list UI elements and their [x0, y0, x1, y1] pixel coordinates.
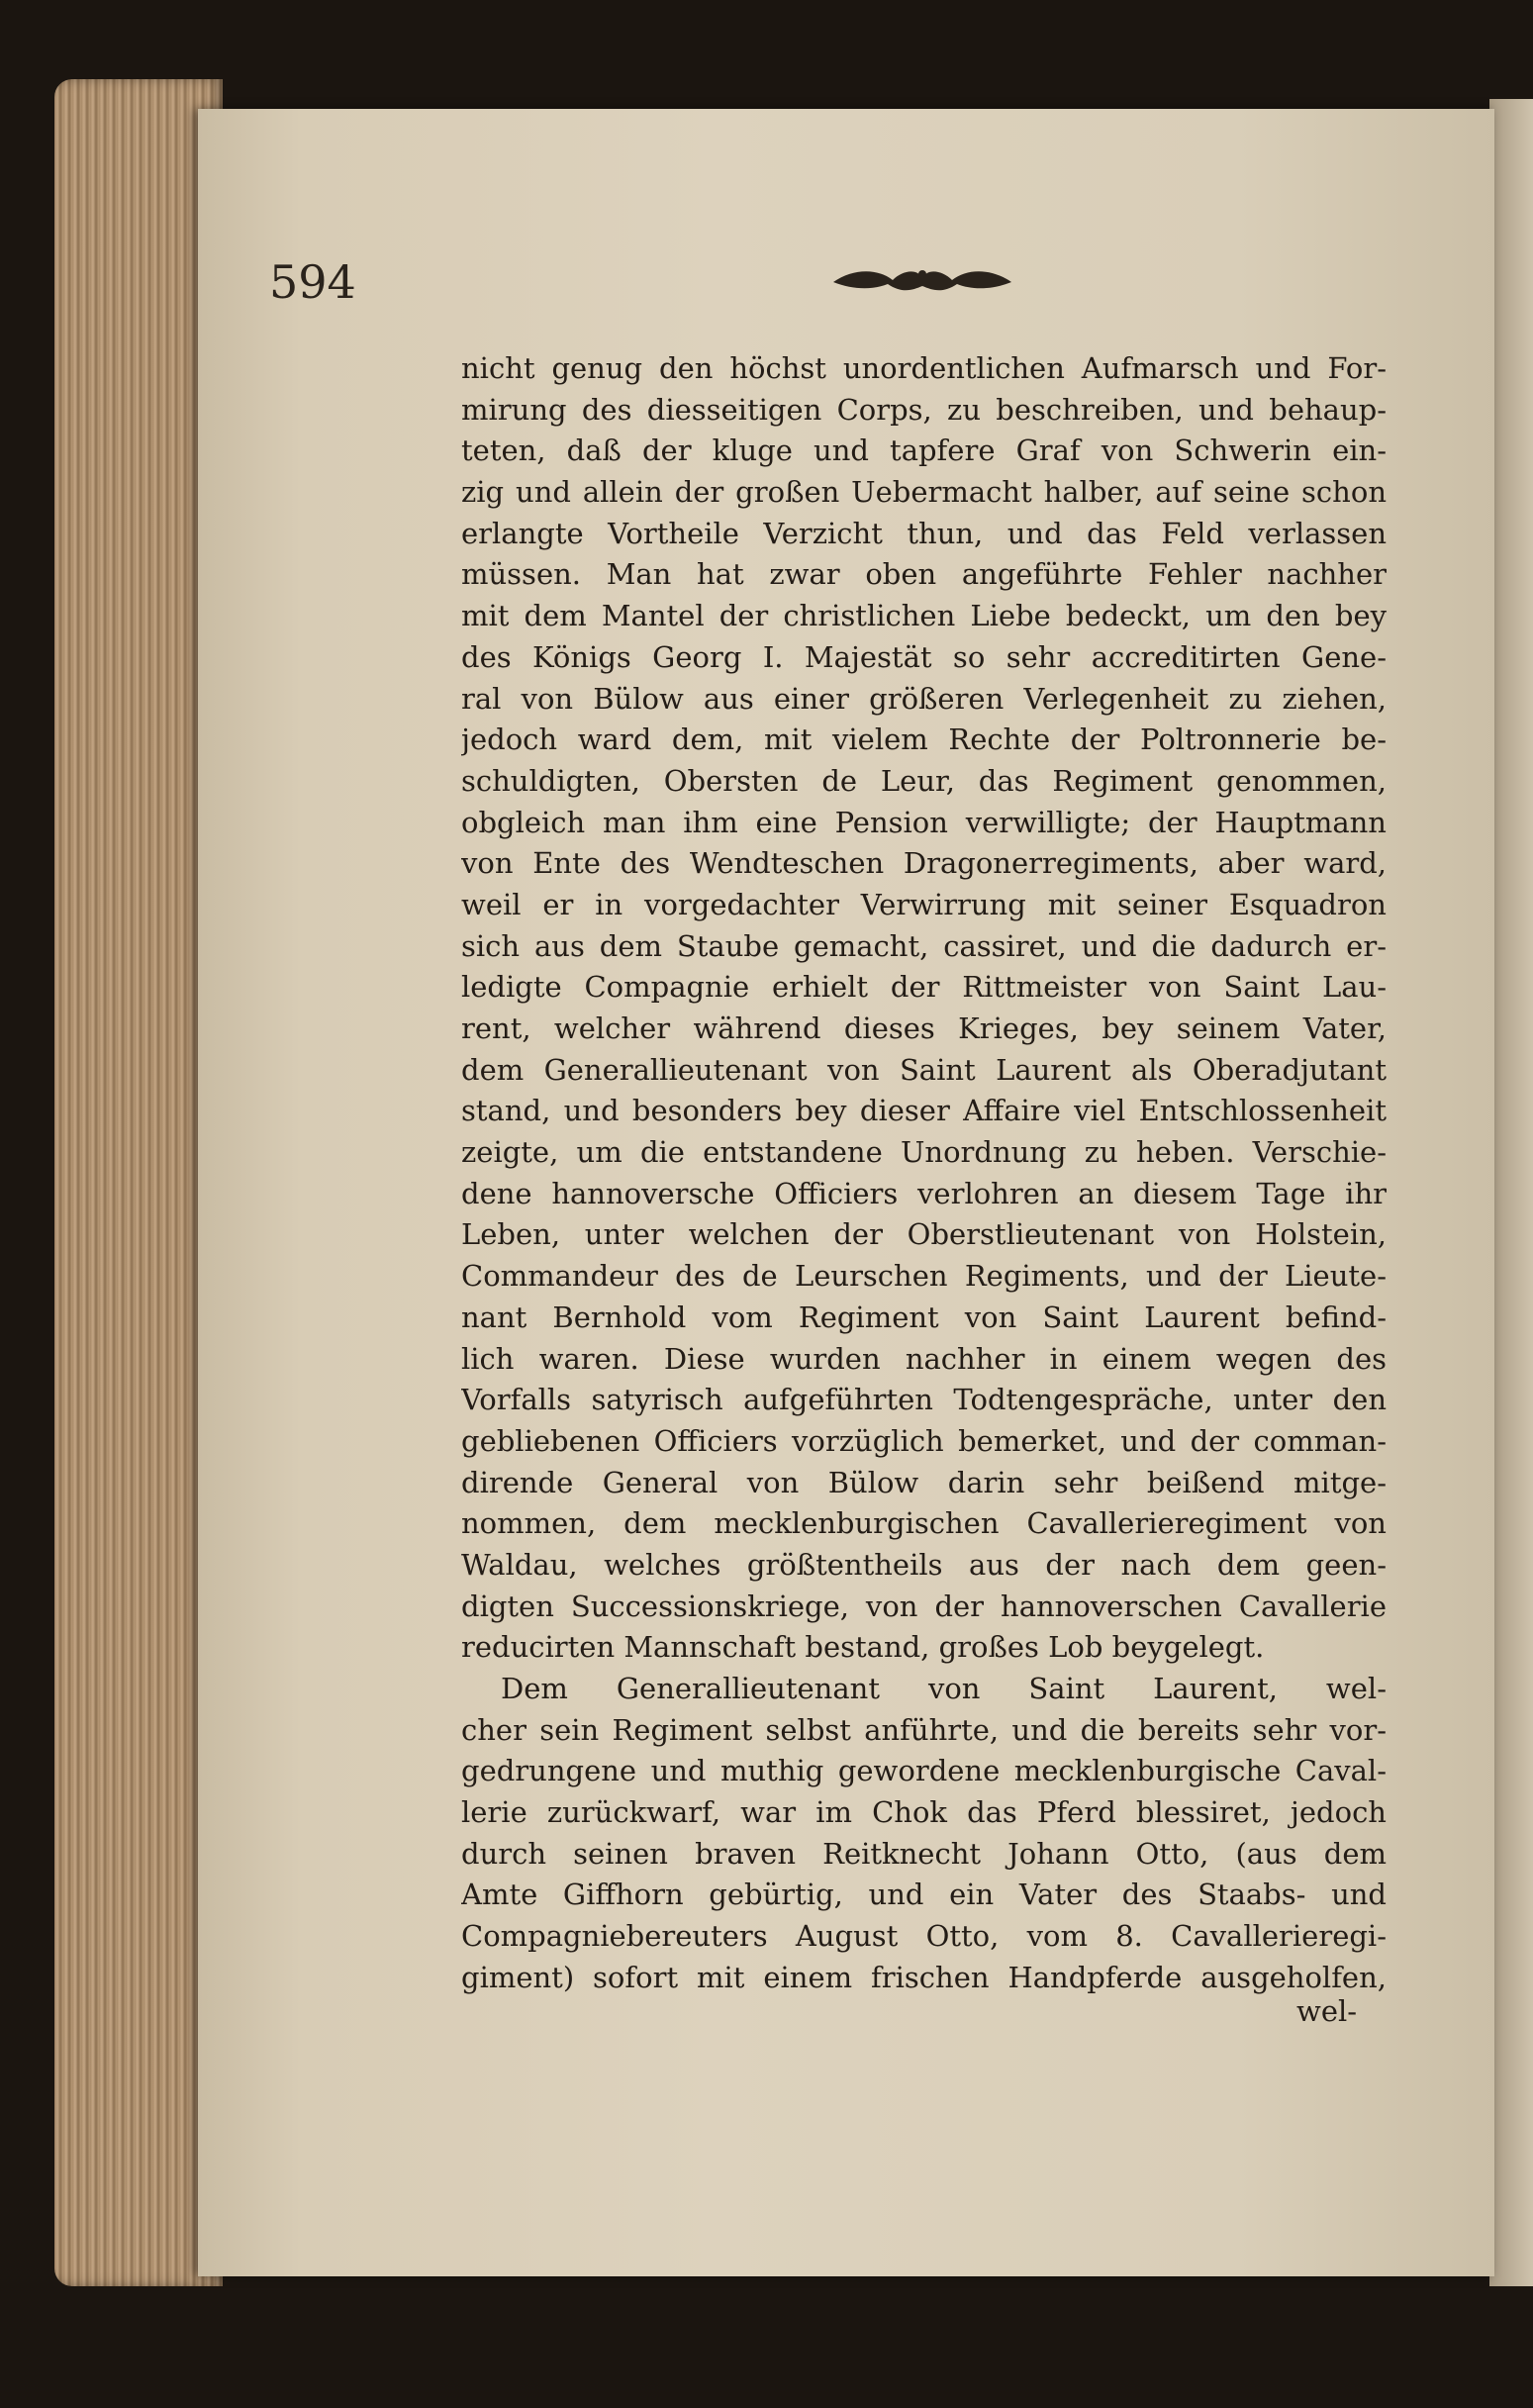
text-line: dene hannoversche Officiers verlohren an diesem Tage ihr [461, 1176, 1387, 1210]
text-line: schuldigten, Obersten de Leur, das Regiment genommen, [461, 763, 1387, 798]
text-line: sich aus dem Staube gemacht, cassiret, und die dadurch er- [461, 928, 1387, 963]
facing-page-edge [1489, 99, 1533, 2286]
text-line: cher sein Regiment selbst anführte, und die bereits sehr vor- [461, 1712, 1387, 1747]
text-line: obgleich man ihm eine Pension verwilligte; der Hauptmann [461, 805, 1387, 839]
text-line: mirung des diesseitigen Corps, zu beschreiben, und behaup- [461, 392, 1387, 427]
text-line: stand, und besonders bey dieser Affaire viel Entschlossenheit [461, 1094, 1387, 1128]
text-line: reducirten Mannschaft bestand, großes Lob beygelegt. [461, 1630, 1265, 1665]
text-line: müssen. Man hat zwar oben angeführte Fehler nachher [461, 557, 1387, 592]
text-line: giment) sofort mit einem frischen Handpferde ausgeholfen, [461, 1960, 1387, 1994]
text-line: lich waren. Diese wurden nachher in einem wegen des [461, 1341, 1387, 1376]
body-text [461, 348, 1387, 1999]
text-line: weil er in vorgedachter Verwirrung mit seiner Esquadron [461, 887, 1387, 921]
text-line: von Ente des Wendteschen Dragonerregiments, aber ward, [461, 846, 1387, 881]
text-line: dem Generallieutenant von Saint Laurent als Oberadjutant [461, 1052, 1387, 1087]
catchword: wel- [1296, 1994, 1358, 2028]
text-line: Waldau, welches größtentheils aus der nach dem geen- [461, 1547, 1387, 1582]
text-line: nommen, dem mecklenburgischen Cavallerieregiment von [461, 1506, 1387, 1541]
text-line: ledigte Compagnie erhielt der Rittmeister von Saint Lau- [461, 970, 1387, 1005]
text-line: digten Successionskriege, von der hannoverschen Cavallerie [461, 1589, 1387, 1623]
text-line: Dem Generallieutenant von Saint Laurent, wel- [501, 1672, 1387, 1705]
text-line: zeigte, um die entstandene Unordnung zu heben. Verschie- [461, 1135, 1387, 1170]
text-line: Compagniebereuters August Otto, vom 8. Cavallerieregi- [461, 1919, 1387, 1954]
decorative-flourish-icon [823, 260, 1021, 300]
text-line: ral von Bülow aus einer größeren Verlegenheit zu ziehen, [461, 681, 1387, 716]
text-line: gebliebenen Officiers vorzüglich bemerket, und der comman- [461, 1423, 1387, 1458]
text-line: zig und allein der großen Uebermacht halber, auf seine schon [461, 475, 1387, 510]
text-line: durch seinen braven Reitknecht Johann Otto, (aus dem [461, 1836, 1387, 1871]
text-line: lerie zurückwarf, war im Chok das Pferd blessiret, jedoch [461, 1795, 1387, 1830]
text-line: jedoch ward dem, mit vielem Rechte der Poltronnerie be- [461, 722, 1387, 757]
text-line: gedrungene und muthig gewordene mecklenburgische Caval- [461, 1754, 1387, 1788]
text-line: teten, daß der kluge und tapfere Graf von Schwerin ein- [461, 433, 1387, 468]
text-line: Vorfalls satyrisch aufgeführten Todtengespräche, unter den [461, 1383, 1387, 1417]
text-line: erlangte Vortheile Verzicht thun, und das Feld verlassen [461, 516, 1387, 550]
text-line: Leben, unter welchen der Oberstlieutenant von Holstein, [461, 1217, 1387, 1252]
text-line: dirende General von Bülow darin sehr beißend mitge- [461, 1465, 1387, 1499]
text-line: Amte Giffhorn gebürtig, und ein Vater des Staabs- und [461, 1878, 1387, 1912]
page-number: 594 [269, 255, 356, 309]
text-line: des Königs Georg I. Majestät so sehr accreditirten Gene- [461, 639, 1387, 674]
text-line: nant Bernhold vom Regiment von Saint Laurent befind- [461, 1300, 1387, 1334]
text-line: nicht genug den höchst unordentlichen Aufmarsch und For- [461, 351, 1387, 385]
text-line: Commandeur des de Leurschen Regiments, und der Lieute- [461, 1259, 1387, 1294]
page-header [269, 255, 1388, 325]
text-line: mit dem Mantel der christlichen Liebe bedeckt, um den bey [461, 599, 1387, 633]
text-line: rent, welcher während dieses Krieges, bey seinem Vater, [461, 1011, 1387, 1045]
